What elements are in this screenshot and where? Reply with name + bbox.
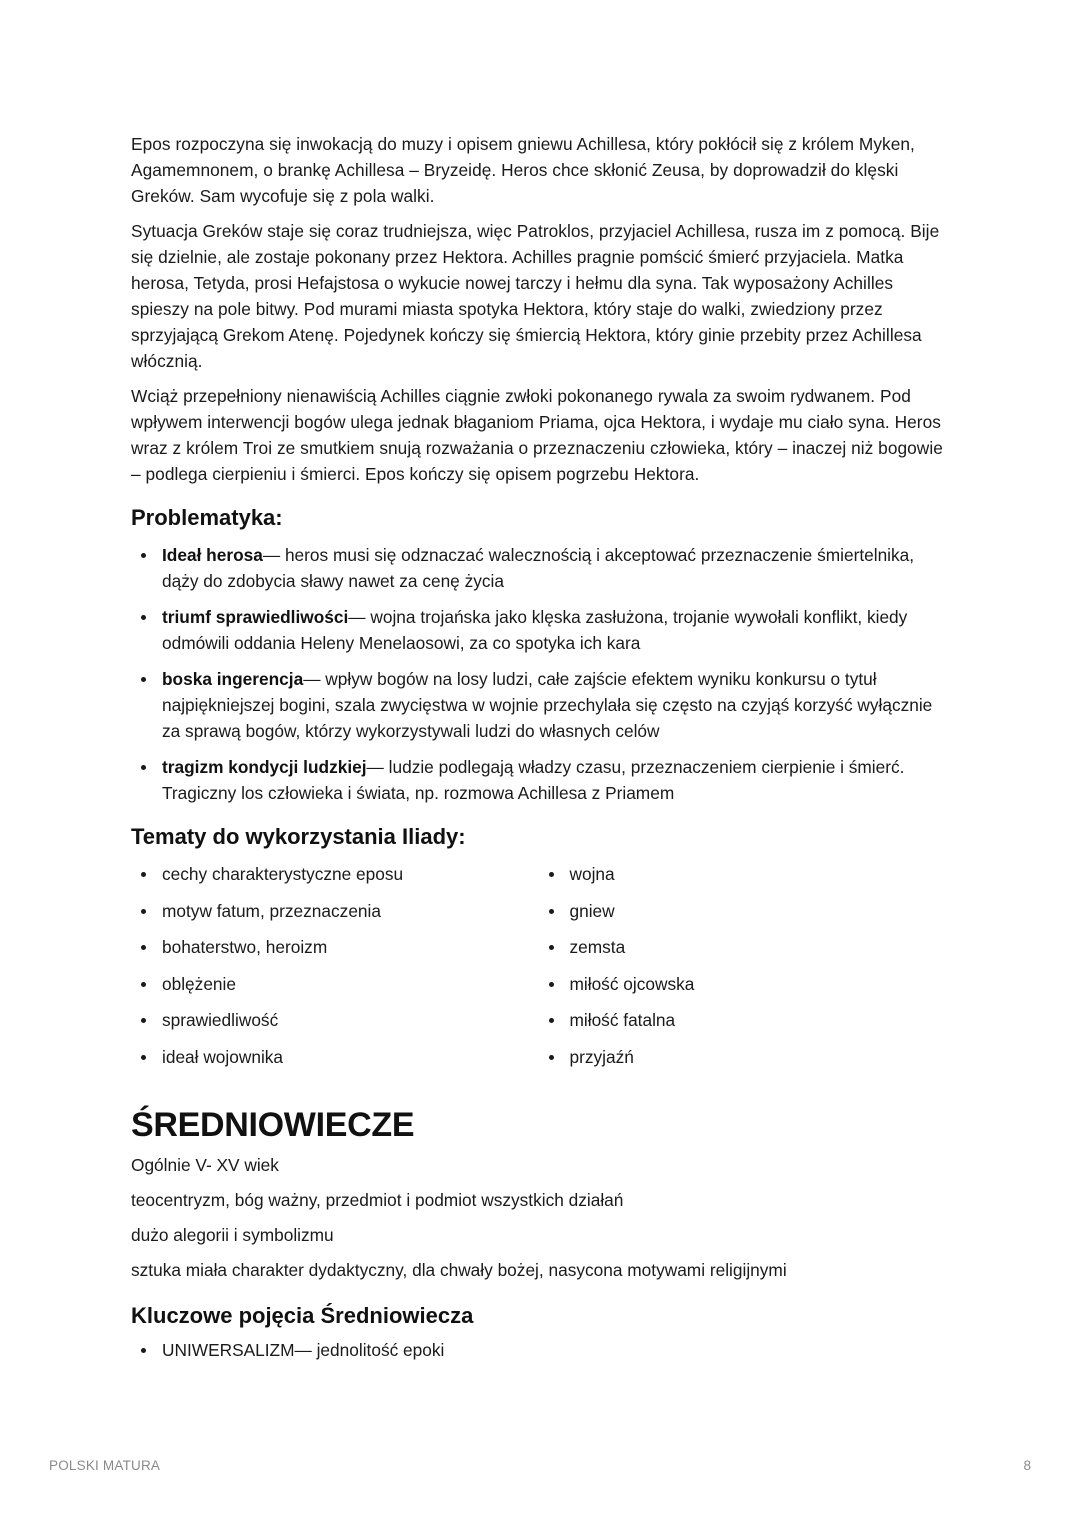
kluczowe-pojecia-heading: Kluczowe pojęcia Średniowiecza — [131, 1303, 474, 1328]
term-description: — wpływ bogów na losy ludzi, całe zajście efektem wyniku konkursu o tytuł najpiękniejszej bogini, szala zwycięstwa w wojnie przechylała się często na czyjąś korzyść wyłącznie za sprawą bogów, którzy wykorzystywali ludzi do własnych celów — [162, 669, 933, 741]
topic-label: zemsta — [569, 937, 626, 957]
list-item — [539, 898, 947, 924]
intro-paragraph: Sytuacja Greków staje się coraz trudniejsza, więc Patroklos, przyjaciel Achillesa, rusza im z pomocą. Bije się dzielnie, ale zostaje pokonany przez Hektora. Achilles pragnie pomścić śmierć przyjaciela. Matka herosa, Tetyda, prosi Hefajstosa o wykucie nowej tarczy i hełmu dla syna. Tak wyposażony Achilles spieszy na pole bitwy. Pod murami miasta spotyka Hektora, który staje do walki, zwiedziony przez sprzyjającą Grekom Atenę. Pojedynek kończy się śmiercią Hektora, który ginie przebity przez Achillesa włócznią. — [131, 221, 940, 371]
list-item — [131, 666, 946, 744]
bullet-icon — [141, 1348, 146, 1353]
page-number: 8 — [1023, 1458, 1031, 1473]
intro-paragraph: Epos rozpoczyna się inwokacją do muzy i opisem gniewu Achillesa, który pokłócił się z królem Myken, Agamemnonem, o brankę Achillesa – Bryzeidę. Heros chce skłonić Zeusa, by doprowadził do klęski Greków. Sam wycofuje się z pola walki. — [131, 134, 915, 206]
topic-label: motyw fatum, przeznaczenia — [162, 900, 381, 921]
concept-label: UNIWERSALIZM— jednolitość epoki — [162, 1340, 445, 1360]
list-item — [539, 1007, 947, 1033]
footer-title: POLSKI MATURA — [49, 1458, 161, 1473]
topic-label: miłość fatalna — [569, 1010, 676, 1030]
bullet-icon — [141, 615, 146, 620]
bullet-icon — [549, 1018, 554, 1023]
term-description: — heros musi się odznaczać walecznością i akceptować przeznaczenie śmiertelnika, dąży do zdobycia sławy nawet za cenę życia — [162, 545, 915, 591]
list-item — [131, 971, 539, 997]
list-item — [131, 604, 946, 656]
list-item — [131, 1337, 946, 1363]
term: tragizm kondycji ludzkiej — [162, 757, 367, 777]
bullet-icon — [549, 909, 554, 914]
bullet-icon — [141, 945, 146, 950]
bullet-icon — [141, 982, 146, 987]
era-line: teocentryzm, bóg ważny, przedmiot i podmiot wszystkich działań — [131, 1190, 624, 1210]
tematy-heading: Tematy do wykorzystania Iliady: — [131, 824, 466, 849]
term-description: — wojna trojańska jako klęska zasłużona, trojanie wywołali konflikt, kiedy odmówili oddania Heleny Menelaosowi, za co spotyka ich kara — [162, 607, 908, 653]
era-line: sztuka miała charakter dydaktyczny, dla chwały bożej, nasycona motywami religijnymi — [131, 1260, 787, 1280]
problematyka-heading: Problematyka: — [131, 505, 283, 530]
topic-label: cechy charakterystyczne eposu — [162, 864, 404, 884]
term: triumf sprawiedliwości — [162, 607, 349, 627]
topic-label: bohaterstwo, heroizm — [162, 937, 328, 957]
list-item — [131, 1007, 539, 1033]
topic-label: wojna — [569, 864, 615, 884]
topic-label: sprawiedliwość — [162, 1010, 279, 1030]
kluczowe-pojecia-list — [131, 1337, 946, 1363]
bullet-icon — [549, 1055, 554, 1060]
era-line: Ogólnie V- XV wiek — [131, 1155, 279, 1175]
term: Ideał herosa — [162, 545, 263, 565]
topic-label: gniew — [569, 900, 615, 921]
intro-paragraph: Wciąż przepełniony nienawiścią Achilles ciągnie zwłoki pokonanego rywala za swoim rydwanem. Pod wpływem interwencji bogów ulega jednak błaganiom Priama, ojca Hektora, i wydaje mu ciało syna. Heros wraz z królem Troi ze smutkiem snują rozważania o przeznaczeniu człowieka, który – inaczej niż bogowie – podlega cierpieniu i śmierci. Epos kończy się opisem pogrzebu Hektora. — [131, 386, 943, 484]
list-item — [131, 898, 539, 924]
list-item — [539, 1044, 947, 1070]
bullet-icon — [141, 553, 146, 558]
list-item — [539, 861, 947, 887]
tematy-list-left — [131, 861, 539, 1080]
tematy-list-right — [539, 861, 947, 1080]
bullet-icon — [549, 945, 554, 950]
list-item — [131, 754, 946, 806]
topic-label: ideał wojownika — [162, 1046, 284, 1067]
list-item — [539, 934, 947, 960]
bullet-icon — [549, 872, 554, 877]
list-item — [131, 542, 946, 594]
bullet-icon — [141, 677, 146, 682]
topic-label: oblężenie — [162, 973, 236, 994]
era-line: dużo alegorii i symbolizmu — [131, 1225, 334, 1245]
topic-label: przyjaźń — [569, 1046, 634, 1067]
list-item — [131, 861, 539, 887]
topic-label: miłość ojcowska — [569, 973, 695, 994]
term: boska ingerencja — [162, 669, 304, 689]
list-item — [539, 971, 947, 997]
bullet-icon — [141, 909, 146, 914]
list-item — [131, 934, 539, 960]
bullet-icon — [549, 982, 554, 987]
document-page — [131, 131, 946, 1373]
bullet-icon — [141, 872, 146, 877]
bullet-icon — [141, 1055, 146, 1060]
term-description: — ludzie podlegają władzy czasu, przeznaczeniem cierpienie i śmierć. Tragiczny los człowieka i świata, np. rozmowa Achillesa z Priamem — [162, 757, 905, 803]
tematy-columns — [131, 861, 946, 1080]
list-item — [131, 1044, 539, 1070]
problematyka-list — [131, 542, 946, 806]
bullet-icon — [141, 1018, 146, 1023]
bullet-icon — [141, 765, 146, 770]
sredniowiecze-heading: ŚREDNIOWIECZE — [131, 1106, 415, 1144]
